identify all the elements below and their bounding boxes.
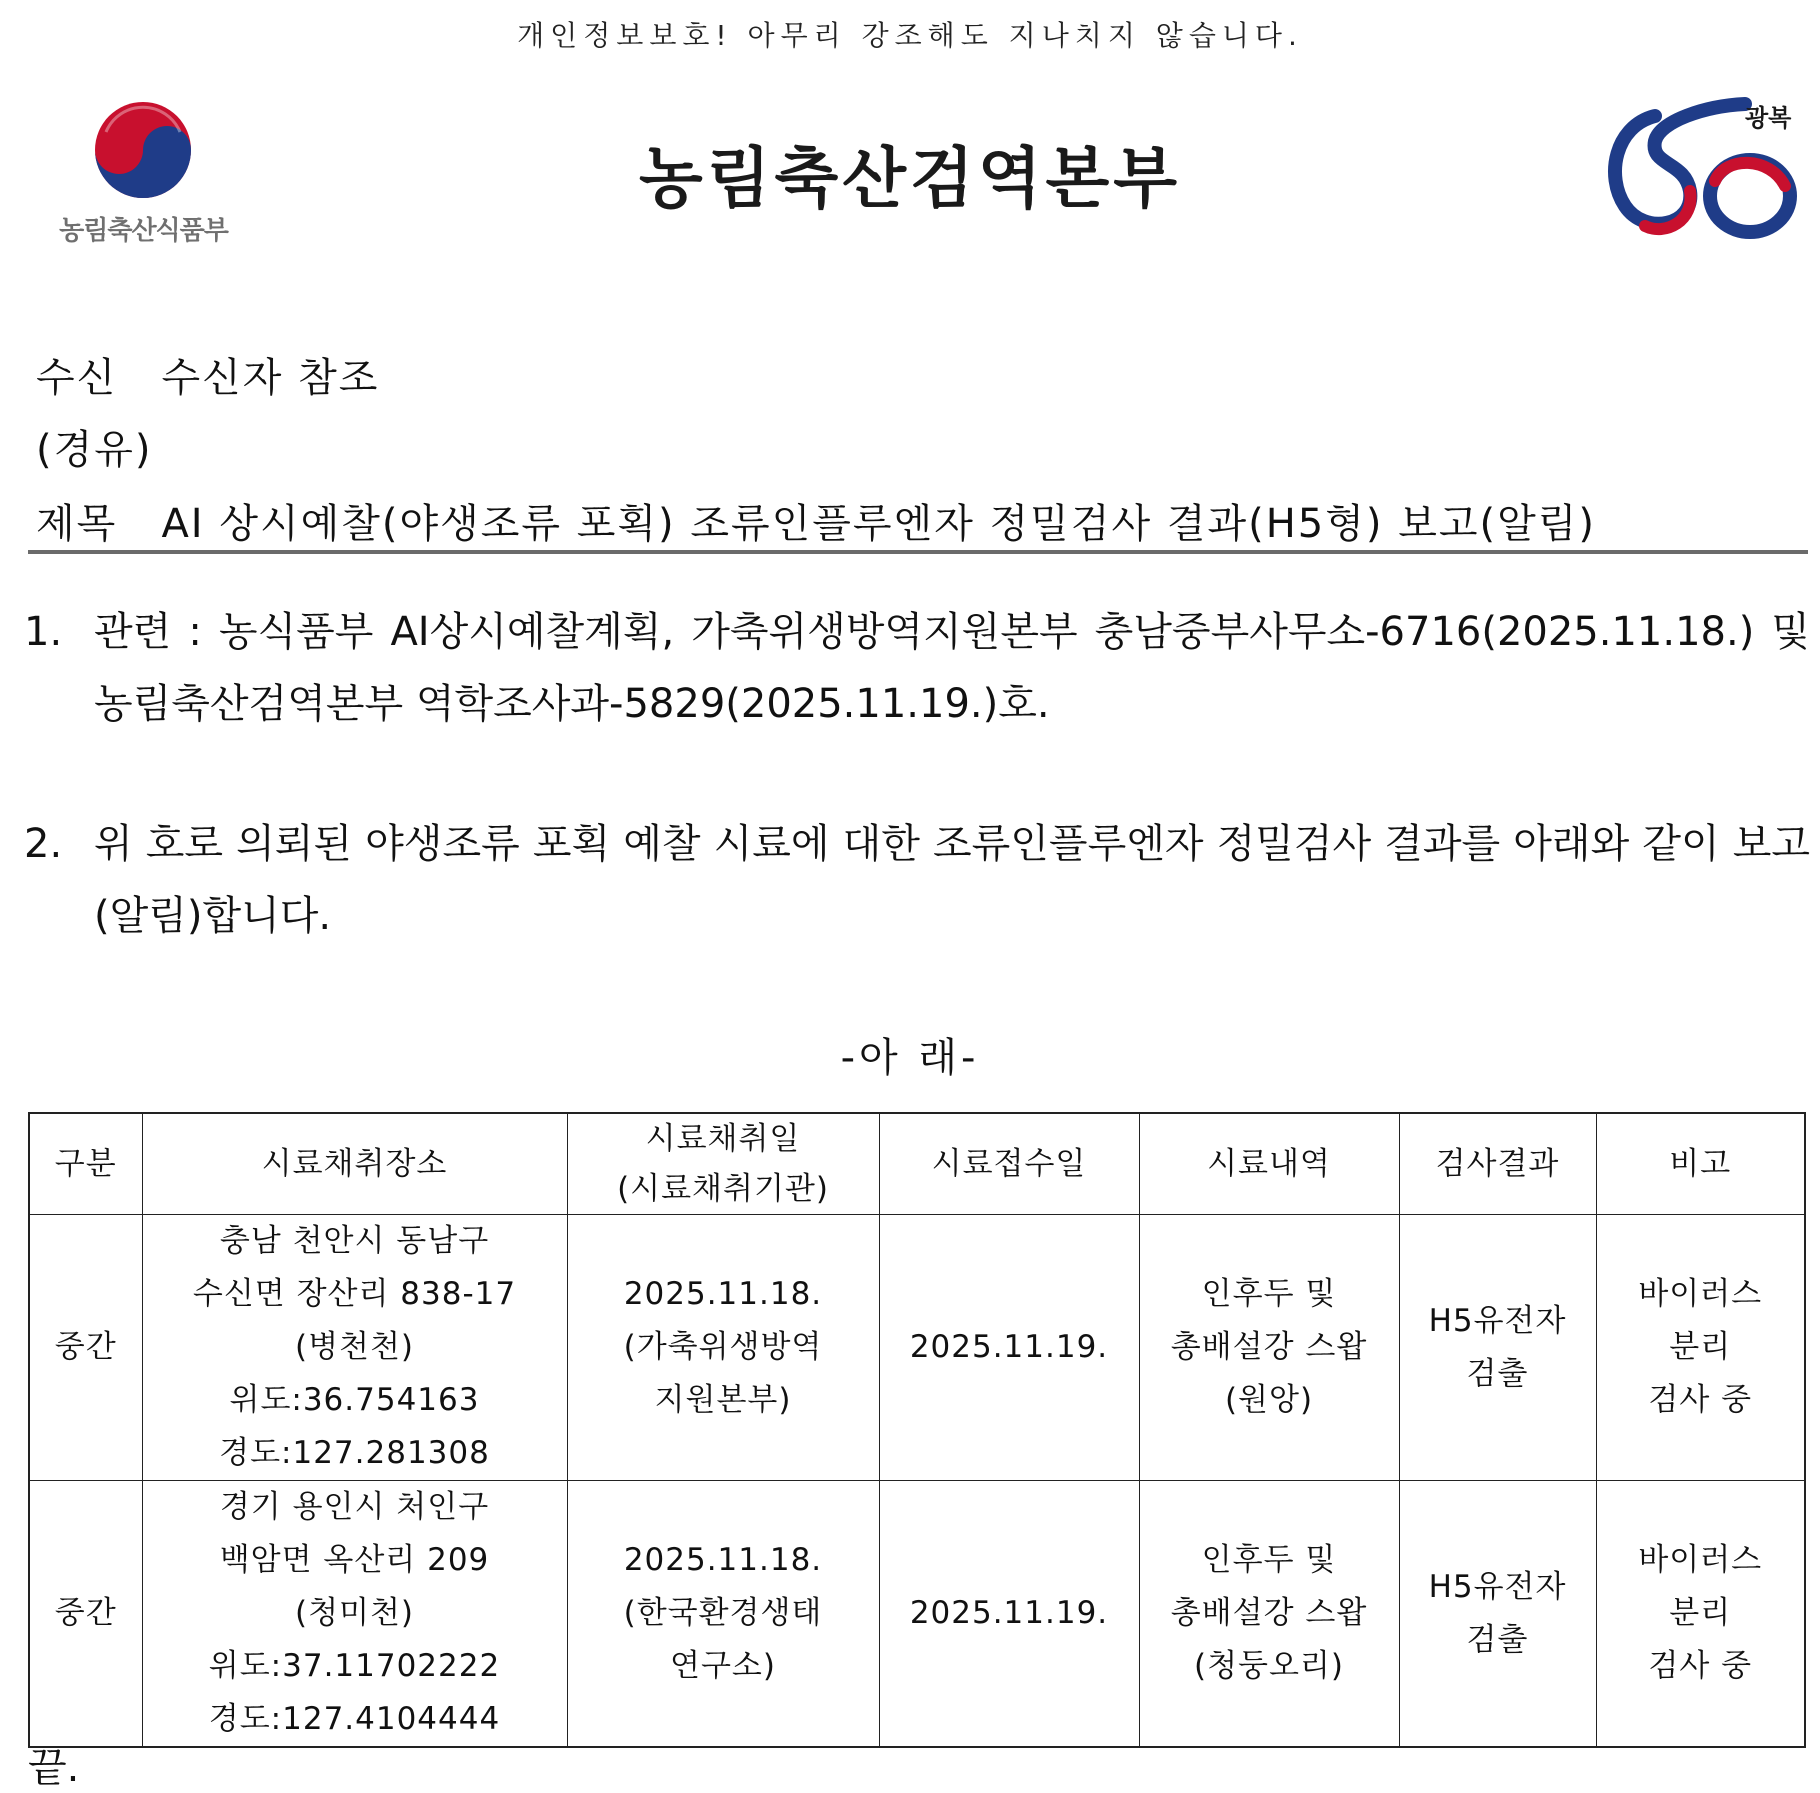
collection-org: (가축위생방역: [623, 1329, 823, 1365]
paragraph-2-text: 위 호로 의뢰된 야생조류 포획 예찰 시료에 대한 조류인플루엔자 정밀검사 결과를 아래와 같이 보고(알림)합니다.: [94, 821, 1810, 939]
header-date-line2: (시료채취기관): [617, 1171, 829, 1207]
cell-received: 2025.11.19.: [879, 1215, 1139, 1481]
cell-result: [1399, 1481, 1596, 1748]
cell-sample: [1139, 1215, 1399, 1481]
recipient-line: [36, 346, 379, 403]
collection-date: 2025.11.18.: [623, 1276, 823, 1312]
results-table: [28, 1112, 1806, 1748]
recipient-value: 수신자 참조: [161, 355, 380, 401]
cell-note: [1596, 1215, 1805, 1481]
sample-line: 인후두 및: [1201, 1276, 1337, 1312]
note-line: 바이러스: [1638, 1276, 1763, 1312]
cell-note: [1596, 1481, 1805, 1748]
divider: [28, 550, 1808, 554]
end-mark: 끝.: [28, 1745, 80, 1791]
annex-heading: -아 래-: [840, 1035, 980, 1081]
location-line: 수신면 장산리 838-17: [192, 1276, 517, 1312]
cell-category: 중간: [29, 1215, 142, 1481]
liberation-80-logo: [1595, 86, 1805, 256]
cell-sample: [1139, 1481, 1399, 1748]
note-line: 분리: [1669, 1595, 1732, 1631]
collection-date: 2025.11.18.: [623, 1542, 823, 1578]
location-line: 충남 천안시 동남구: [219, 1223, 490, 1259]
note-line: 분리: [1669, 1329, 1732, 1365]
sample-line: 총배설강 스왑: [1170, 1329, 1368, 1365]
result-line: 검출: [1466, 1355, 1529, 1392]
cell-location: [142, 1215, 567, 1481]
header-location: 시료채취장소: [142, 1113, 567, 1215]
ministry-name: 농림축산식품부: [59, 216, 228, 246]
paragraph-2: [24, 808, 1810, 952]
sample-species: (청둥오리): [1194, 1648, 1344, 1684]
header-sample: 시료내역: [1139, 1113, 1399, 1215]
subject-line: [36, 492, 1596, 549]
header-result: 검사결과: [1399, 1113, 1596, 1215]
location-latitude: 위도:36.754163: [229, 1382, 480, 1418]
paragraph-1-number: 1.: [24, 609, 63, 655]
note-line: 검사 중: [1648, 1648, 1753, 1684]
header-note: 비고: [1596, 1113, 1805, 1215]
sample-line: 인후두 및: [1201, 1542, 1337, 1578]
agency-title: 농림축산검역본부: [638, 140, 1182, 217]
svg-text:광복: 광복: [1745, 104, 1792, 132]
result-line: H5유전자: [1428, 1302, 1567, 1339]
subject-label: 제목: [36, 501, 118, 547]
header-category: 구분: [29, 1113, 142, 1215]
header-collection-date: [567, 1113, 879, 1215]
table-row: [29, 1481, 1805, 1748]
paragraph-2-number: 2.: [24, 821, 63, 867]
paragraph-1: [24, 596, 1810, 740]
note-line: 검사 중: [1648, 1382, 1753, 1418]
recipient-label: 수신: [36, 355, 118, 401]
cell-location: [142, 1481, 567, 1748]
liberation-80-emblem-icon: [1595, 86, 1805, 256]
result-line: H5유전자: [1428, 1568, 1567, 1605]
location-line: 경기 용인시 처인구: [219, 1489, 490, 1525]
cell-collection: [567, 1215, 879, 1481]
location-stream: (청미천): [294, 1595, 415, 1631]
collection-org: (한국환경생태: [623, 1595, 823, 1631]
cell-result: [1399, 1215, 1596, 1481]
cell-received: 2025.11.19.: [879, 1481, 1139, 1748]
location-line: 백암면 옥산리 209: [219, 1542, 490, 1578]
privacy-motto: 개인정보보호! 아무리 강조해도 지나치지 않습니다.: [517, 19, 1303, 52]
result-line: 검출: [1466, 1621, 1529, 1658]
via-line: (경유): [36, 427, 153, 473]
table-row: [29, 1215, 1805, 1481]
cell-collection: [567, 1481, 879, 1748]
table-header-row: [29, 1113, 1805, 1215]
collection-org: 지원본부): [654, 1382, 792, 1418]
note-line: 바이러스: [1638, 1542, 1763, 1578]
cell-category: 중간: [29, 1481, 142, 1748]
collection-org: 연구소): [670, 1648, 776, 1684]
location-stream: (병천천): [294, 1329, 415, 1365]
location-latitude: 위도:37.11702222: [208, 1648, 501, 1684]
subject-value: AI 상시예찰(야생조류 포획) 조류인플루엔자 정밀검사 결과(H5형) 보고(알림): [161, 501, 1596, 547]
location-longitude: 경도:127.4104444: [208, 1701, 501, 1737]
sample-species: (원앙): [1224, 1382, 1314, 1418]
paragraph-1-text: 관련 : 농식품부 AI상시예찰계획, 가축위생방역지원본부 충남중부사무소-6716(2025.11.18.) 및 농림축산검역본부 역학조사과-5829(2025.11.19.)호.: [94, 609, 1810, 727]
sample-line: 총배설강 스왑: [1170, 1595, 1368, 1631]
header-received: 시료접수일: [879, 1113, 1139, 1215]
header-date-line1: 시료채취일: [645, 1121, 801, 1157]
location-longitude: 경도:127.281308: [219, 1435, 490, 1471]
